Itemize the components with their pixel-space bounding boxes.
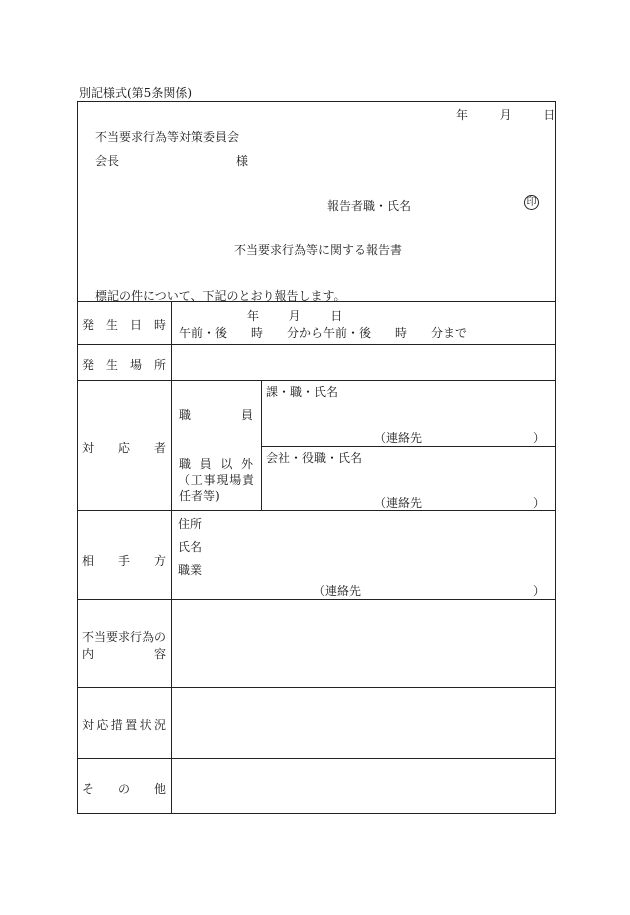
datetime-date [247, 307, 342, 324]
date-day: 日 [543, 108, 556, 122]
counterparty-contact-open: （連絡先 [313, 584, 362, 598]
datetime-day: 日 [330, 309, 343, 323]
header-date [456, 106, 555, 123]
counterparty-occupation-label: 職業 [178, 563, 203, 577]
datetime-label: 発 生 日 時 [82, 318, 166, 332]
non-staff-contact-close: ） [533, 496, 546, 510]
datetime-month: 月 [288, 309, 301, 323]
non-staff-label-line3: 任者等) [179, 489, 220, 503]
intro-text: 標記の件について、下記のとおり報告します。 [95, 289, 346, 303]
counterparty-label: 相 手 方 [82, 554, 166, 568]
non-staff-label-line2: （ 工 事 現 場 責 [178, 473, 254, 487]
addressee-org: 不当要求行為等対策委員会 [95, 130, 240, 144]
counterparty-name-label: 氏名 [178, 540, 203, 554]
seal-mark: 印 [524, 195, 539, 210]
measures-label: 対 応 措 置 状 況 [82, 718, 166, 732]
content-label-line1: 不当要求行為の [82, 630, 167, 644]
staff-contact-open: （連絡先 [374, 431, 423, 445]
report-title: 不当要求行為等に関する報告書 [234, 243, 403, 257]
datetime-year: 年 [247, 309, 260, 323]
responder-label: 対 応 者 [82, 441, 166, 455]
staff-contact-close: ） [533, 431, 546, 445]
staff-label: 職 員 [179, 408, 253, 422]
counterparty-address-label: 住所 [178, 517, 203, 531]
other-label: そ の 他 [82, 782, 166, 796]
datetime-time-line: 午前・後 時 分から午前・後 時 分まで [179, 326, 468, 340]
non-staff-label-line1: 職 員 以 外 [179, 457, 253, 471]
addressee-suffix: 様 [236, 154, 249, 168]
place-label: 発 生 場 所 [82, 358, 166, 372]
date-year: 年 [456, 108, 469, 122]
date-month: 月 [499, 108, 512, 122]
non-staff-contact-open: （連絡先 [374, 496, 423, 510]
addressee-chair: 会長 [95, 154, 120, 168]
reporter-label: 報告者職・氏名 [327, 199, 412, 213]
content-label-line2: 内 容 [82, 647, 166, 661]
counterparty-contact-close: ） [533, 584, 546, 598]
form-caption: 別記様式(第5条関係) [79, 86, 192, 100]
non-staff-field-label: 会社・役職・氏名 [266, 451, 363, 465]
staff-field-label: 課・職・氏名 [266, 385, 339, 399]
